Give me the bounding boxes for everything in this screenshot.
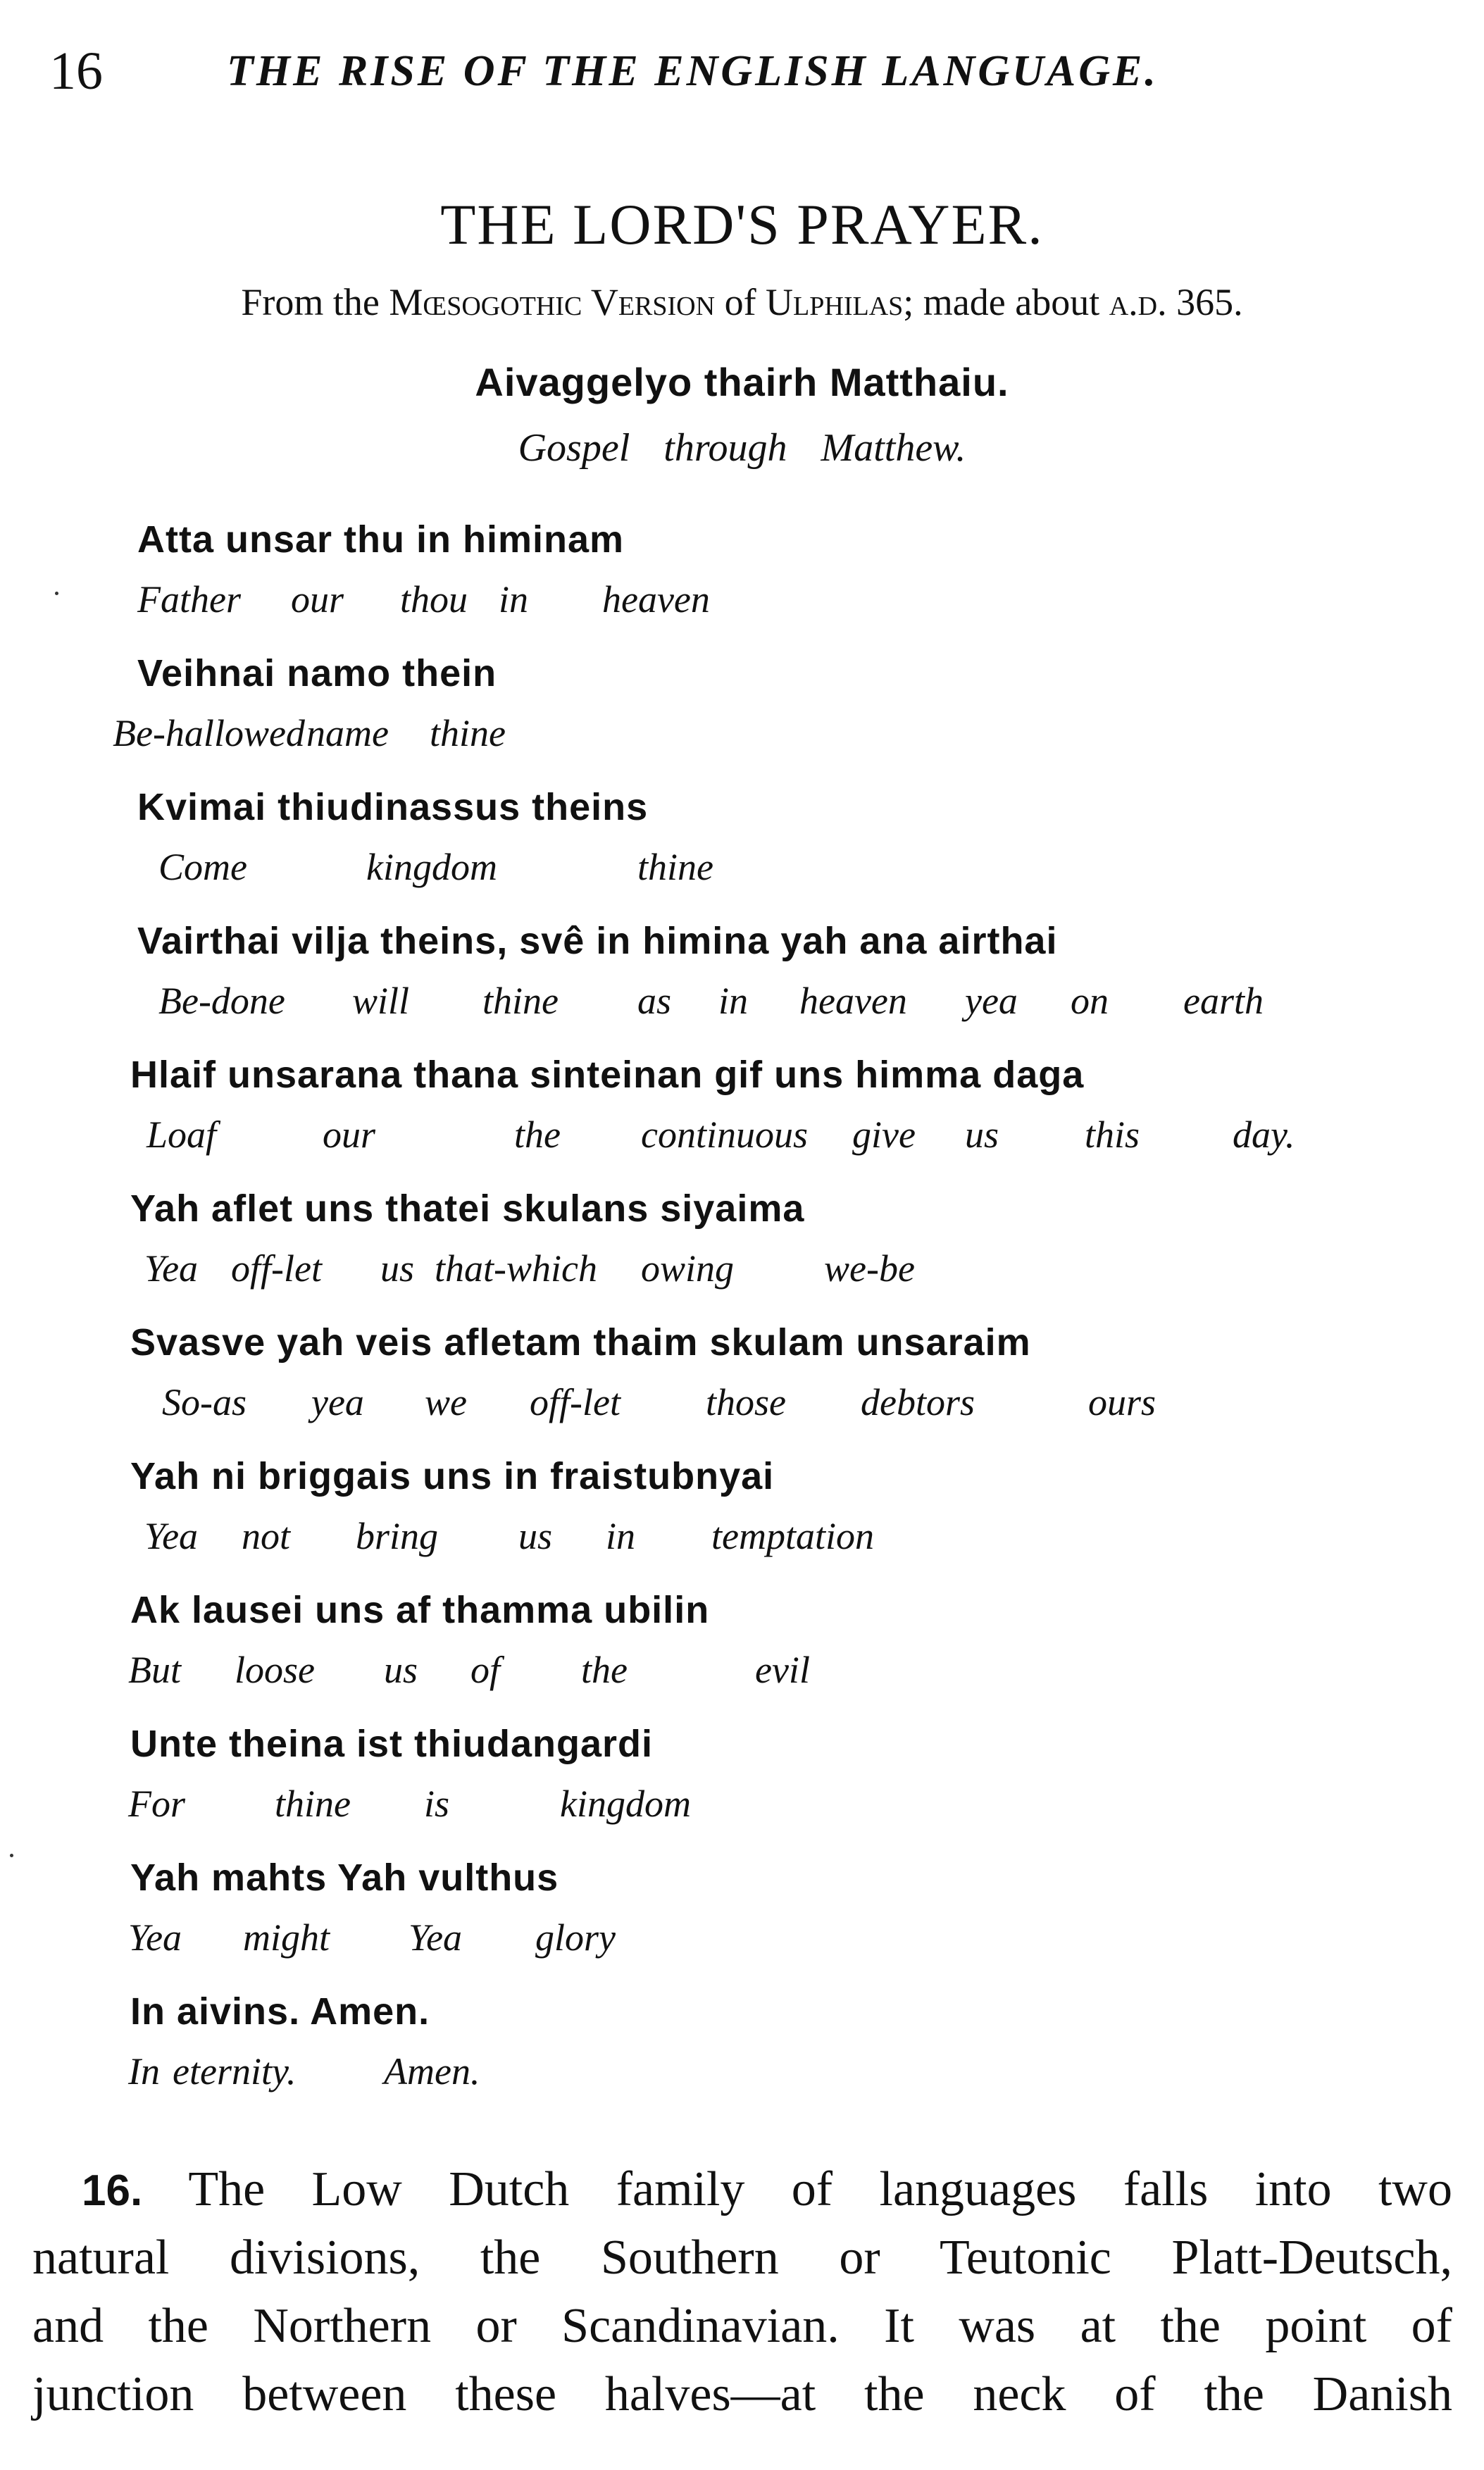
english-gloss-line <box>0 1247 1484 1296</box>
gloss-word: our <box>323 1114 376 1156</box>
source-author: Ulphilas <box>766 281 904 323</box>
source-year: 365. <box>1166 281 1243 323</box>
gloss-word: the <box>514 1114 561 1156</box>
body-paragraph <box>32 2155 1452 2428</box>
gloss-word: in <box>606 1515 636 1557</box>
gothic-line: Kvimai thiudinassus theins <box>137 786 649 828</box>
gloss-word: But <box>128 1649 181 1691</box>
gloss-word: name <box>306 712 389 754</box>
gloss-word: that-which <box>435 1247 597 1290</box>
gloss-word: thou <box>400 578 468 620</box>
gospel-word: Matthew. <box>821 426 966 470</box>
gloss-word: of <box>470 1649 501 1691</box>
gloss-word: eternity. <box>173 2050 297 2092</box>
gloss-word: in <box>718 980 749 1022</box>
paragraph-line: and the Northern or Scandinavian. It was at the point of <box>32 2299 1452 2353</box>
gloss-word: we-be <box>824 1247 915 1290</box>
english-gloss-line <box>0 1916 1484 1965</box>
english-gloss-line <box>0 1782 1484 1831</box>
english-gloss-line <box>0 845 1484 894</box>
gloss-word: thine <box>275 1783 351 1825</box>
gloss-word: heaven <box>799 980 907 1022</box>
gloss-word: thine <box>482 980 559 1022</box>
english-gloss-line <box>0 1113 1484 1162</box>
source-prefix: From the <box>241 281 389 323</box>
english-gloss-line <box>0 979 1484 1028</box>
gloss-word: owing <box>641 1247 735 1290</box>
gloss-word: us <box>384 1649 418 1691</box>
gloss-word: debtors <box>861 1381 975 1423</box>
print-speck <box>10 1854 13 1857</box>
gloss-word: us <box>518 1515 553 1557</box>
gloss-word: as <box>637 980 672 1022</box>
paragraph-line: natural divisions, the Southern or Teutonic Platt-Deutsch, <box>32 2231 1452 2285</box>
gloss-word: off-let <box>231 1247 322 1290</box>
gloss-word: continuous <box>641 1114 808 1156</box>
gloss-word: off-let <box>530 1381 621 1423</box>
gloss-word: In <box>128 2050 160 2092</box>
gloss-word: we <box>425 1381 467 1423</box>
gothic-line: Atta unsar thu in himinam <box>137 518 625 561</box>
gloss-word: this <box>1085 1114 1140 1156</box>
gloss-word: Father <box>137 578 241 620</box>
gothic-line: Unte theina ist thiudangardi <box>130 1723 654 1765</box>
english-gloss-line <box>0 2050 1484 2099</box>
gospel-gothic: Aivaggelyo thairh Matthaiu. <box>475 360 1009 404</box>
gloss-word: our <box>291 578 344 620</box>
gloss-word: day. <box>1233 1114 1295 1156</box>
gloss-word: not <box>242 1515 291 1557</box>
gloss-word: us <box>965 1114 999 1156</box>
source-made: ; made about <box>903 281 1109 323</box>
gloss-word: Be-done <box>158 980 285 1022</box>
gloss-word: the <box>581 1649 628 1691</box>
gloss-word: on <box>1071 980 1109 1022</box>
gospel-word: through <box>663 426 787 470</box>
page-number: 16 <box>49 42 103 101</box>
running-header-title: THE RISE OF THE ENGLISH LANGUAGE. <box>227 47 1159 95</box>
section-title: THE LORD'S PRAYER. <box>440 192 1044 256</box>
gothic-line: Vairthai vilja theins, svê in himina yah ana airthai <box>137 920 1058 962</box>
gloss-word: For <box>128 1783 185 1825</box>
gothic-line: Yah ni briggais uns in fraistubnyai <box>130 1455 775 1497</box>
english-gloss-line <box>0 1514 1484 1564</box>
gloss-word: thine <box>430 712 506 754</box>
gloss-word: Yea <box>128 1916 182 1959</box>
gloss-word: Yea <box>409 1916 463 1959</box>
source-version: Mœsogothic Version <box>389 281 716 323</box>
gloss-word: us <box>380 1247 415 1290</box>
gloss-word: those <box>706 1381 786 1423</box>
gloss-word: kingdom <box>560 1783 691 1825</box>
gloss-word: loose <box>235 1649 315 1691</box>
gloss-word: give <box>852 1114 916 1156</box>
english-gloss-line <box>0 1380 1484 1430</box>
gothic-line: In aivins. Amen. <box>130 1990 430 2033</box>
gloss-word: kingdom <box>366 846 497 888</box>
gloss-word: Yea <box>144 1247 199 1290</box>
english-gloss-line <box>0 711 1484 761</box>
gloss-word: heaven <box>602 578 710 620</box>
gloss-word: glory <box>535 1916 616 1959</box>
source-ad: a.d. <box>1109 281 1167 323</box>
source-of: of <box>715 281 766 323</box>
gloss-word: Amen. <box>384 2050 480 2092</box>
gloss-word: So-as <box>162 1381 247 1423</box>
gothic-line: Hlaif unsarana thana sinteinan gif uns himma daga <box>130 1054 1085 1096</box>
gloss-word: Come <box>158 846 247 888</box>
gloss-word: in <box>499 578 529 620</box>
gloss-word: ours <box>1088 1381 1156 1423</box>
gloss-word: is <box>424 1783 450 1825</box>
gloss-word: yea <box>965 980 1018 1022</box>
gloss-word: bring <box>356 1515 439 1557</box>
gothic-line: Veihnai namo thein <box>137 652 497 694</box>
gloss-word: thine <box>637 846 713 888</box>
gospel-word: Gospel <box>518 426 630 470</box>
gloss-word: will <box>352 980 410 1022</box>
gloss-word: evil <box>755 1649 810 1691</box>
gloss-word: earth <box>1183 980 1264 1022</box>
gothic-line: Ak lausei uns af thamma ubilin <box>130 1589 710 1631</box>
gloss-word: Yea <box>144 1515 199 1557</box>
paragraph-number: 16. <box>82 2166 143 2215</box>
gothic-line: Yah aflet uns thatei skulans siyaima <box>130 1187 805 1230</box>
gospel-english <box>0 425 1484 470</box>
paragraph-line: 16. The Low Dutch family of languages falls into two <box>82 2162 1452 2216</box>
source-line <box>0 280 1484 324</box>
gloss-word: yea <box>311 1381 364 1423</box>
english-gloss-line <box>0 578 1484 627</box>
gloss-word: Be-hallowed <box>113 712 305 754</box>
gothic-line: Svasve yah veis afletam thaim skulam unsaraim <box>130 1321 1031 1364</box>
gloss-word: temptation <box>711 1515 874 1557</box>
english-gloss-line <box>0 1648 1484 1697</box>
gloss-word: might <box>243 1916 330 1959</box>
print-speck <box>55 592 58 595</box>
gloss-word: Loaf <box>146 1114 217 1156</box>
gothic-line: Yah mahts Yah vulthus <box>130 1857 559 1899</box>
paragraph-line: junction between these halves—at the neck of the Danish <box>32 2367 1452 2421</box>
